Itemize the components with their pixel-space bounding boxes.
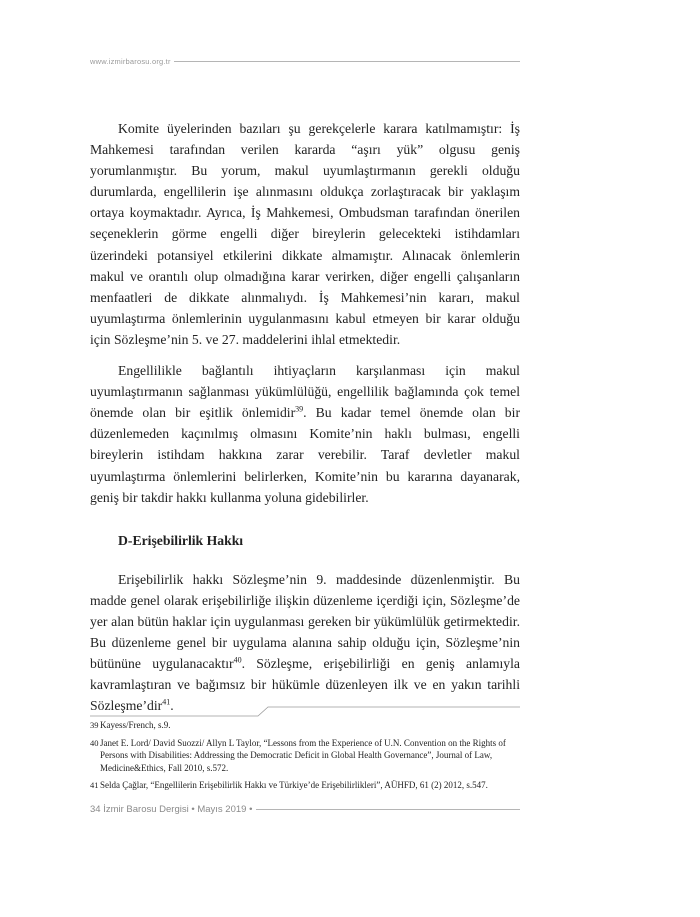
footnote-item [90, 779, 520, 792]
footnote-text: Janet E. Lord/ David Suozzi/ Allyn L Taylor, “Lessons from the Experience of U.N. Convention on the Rights of Persons with Disabilities: Addressing the Democratic Deficit in Global Health Governance”, Journal of Law, Medicine&Ethics, Fall 2010, s.572. [100, 737, 506, 773]
footnote-item [90, 737, 520, 775]
paragraph-text: Engellilikle bağlantılı ihtiyaçların karşılanması için makul uyumlaştırmanın sağlanması yükümlülüğü, engellilik bağlamında çok temel önemde olan bir eşitlik önlemidir [90, 363, 520, 421]
footnote-number: 41 [90, 780, 99, 790]
body-text [90, 118, 520, 716]
paragraph-committee-dissent [90, 118, 520, 350]
paragraph-accessibility [90, 569, 520, 717]
section-heading: D-Erişebilirlik Hakkı [118, 532, 244, 548]
footnote-text: Kayess/French, s.9. [100, 720, 171, 730]
footer-page-info: 34 İzmir Barosu Dergisi • Mayıs 2019 • [90, 803, 253, 815]
footnote-ref-39: 39 [295, 404, 304, 414]
footnote-divider [90, 703, 520, 717]
header-url: www.izmirbarosu.org.tr [90, 56, 171, 66]
running-header [90, 54, 520, 68]
footnotes [90, 719, 520, 797]
paragraph-text: Erişebilirlik hakkı Sözleşme’nin 9. maddesinde düzenlenmiştir. Bu madde genel olarak erişebilirliğe ilişkin düzenleme içerdiği için, Sözleşme’de yer alan bütün haklar için uygulanması gereken bir yükümlülük getirmektedir. Bu düzenleme genel bir uygulama alanına sahip olduğu için, Sözleşme’nin bütününe uygulanacaktır [90, 571, 520, 672]
paragraph-text: Komite üyelerinden bazıları şu gerekçelerle karara katılmamıştır: İş Mahkemesi tarafından verilen kararda “aşırı yük” olgusu geniş yorumlanmıştır. Bu yorum, makul uyumlaştırmanın gerekli olduğu durumlarda, engellilerin işe alınmasını oldukça zorlaştıracak bir yaklaşım ortaya koymaktadır. Ayrıca, İş Mahkemesi, Ombudsman tarafından önerilen seçeneklerin görme engelli diğer bireylerin gelecekteki istihdamları üzerindeki potansiyel etkilerini dikkate almamıştır. Alınacak önlemlerin makul ve orantılı olup olmadığına karar verirken, diğer engelli çalışanların menfaatleri de dikkate alınmalıydı. İş Mahkemesi’nin kararı, makul uyumlaştırma önlemlerinin uygulanmasını kabul etmeyen bir karar olduğu için Sözleşme’nin 5. ve 27. maddelerini ihlal etmektedir. [90, 121, 520, 347]
footnote-ref-41: 41 [162, 697, 171, 707]
footnote-number: 40 [90, 737, 99, 748]
footnote-text: Selda Çağlar, “Engellilerin Erişebilirlik Hakkı ve Türkiye’de Erişebilirlikleri”, AÜHFD, 61 (2) 2012, s.547. [100, 780, 488, 790]
paragraph-text: . [170, 698, 174, 714]
paragraph-text: . Sözleşme, erişebilirliği en geniş anlamıyla kavramlaştıran ve bağımsız bir hükümle düzenleyen ilk ve en yakın tarihli Sözleşme’dir [90, 656, 520, 714]
footnote-number: 39 [90, 720, 99, 730]
running-footer [90, 802, 520, 816]
footer-rule [256, 809, 520, 810]
paragraph-text: . Bu kadar temel önemde olan bir düzenlemeden kaçınılmış olmasını Komite’nin haklı bulması, engelli bireylerin istihdam hakkına zarar verebilir. Taraf devletler makul uyumlaştırma önlemlerini belirlerken, Komite’nin bu kararına dayanarak, geniş bir takdir hakkı kullanma yoluna gidebilirler. [90, 405, 521, 505]
footnote-ref-40: 40 [233, 655, 242, 665]
paragraph-reasonable-accommodation [90, 360, 520, 508]
header-rule [174, 61, 520, 62]
footnote-item [90, 719, 520, 732]
